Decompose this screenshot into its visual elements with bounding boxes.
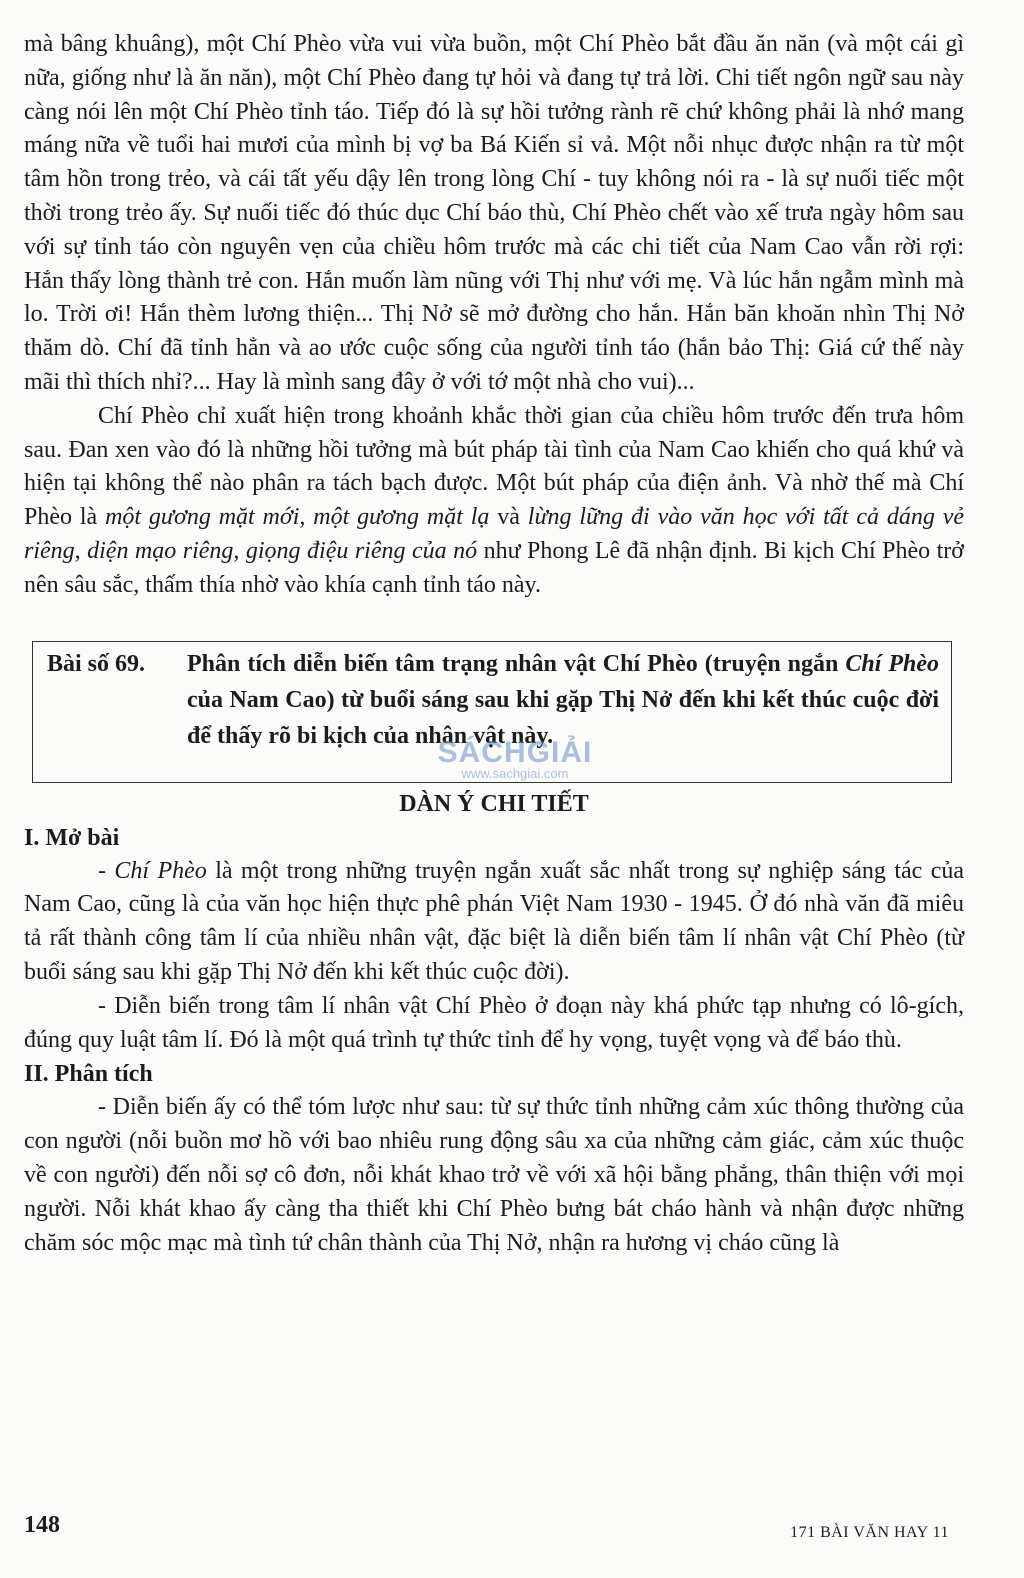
italic-quote-2: lừng lững đi vào văn học với tất cả dáng vẻ riêng, diện mạo riêng, giọng điệu riêng của nó	[24, 504, 965, 564]
paragraph-chi-pheo-time	[24, 400, 964, 603]
paragraph-text: là một trong những truyện ngắn xuất sắc nhất trong sự nghiệp sáng tác của Nam Cao, cũng là của văn học hiện thực phê phán Việt Nam 1930 - 1945. Ở đó nhà văn đã miêu tả rất thành công tâm lí của nhiều nhân vật, đặc biệt là diễn biến tâm lí nhân vật Chí Phèo (từ buổi sáng sau khi gặp Thị Nở đến khi kết thúc cuộc đời).	[24, 857, 965, 985]
section-title-analysis: II. Phân tích	[24, 1061, 153, 1088]
paragraph-continuation: mà bâng khuâng), một Chí Phèo vừa vui vừa buồn, một Chí Phèo bắt đầu ăn năn (và một cái gì nữa, giống như là ăn năn), một Chí Phèo đang tự hỏi và đang tự trả lời. Chi tiết ngôn ngữ sau này càng nói lên một Chí Phèo tỉnh táo. Tiếp đó là sự hồi tưởng rành rẽ chứ không phải là nhớ mang máng nữa về tuổi hai mươi của mình bị vợ ba Bá Kiến sỉ vả. Một nỗi nhục được nhận ra từ một tâm hồn trong trẻo, và cái tất yếu dậy lên trong lòng Chí - tuy không nói ra - là sự nuối tiếc một thời trong trẻo ấy. Sự nuối tiếc đó thúc dục Chí báo thù, Chí Phèo chết vào xế trưa ngày hôm sau với sự tỉnh táo còn nguyên vẹn của chiều hôm trước mà các chi tiết của Nam Cao vẫn rời rợi: Hắn thấy lòng thành trẻ con. Hắn muốn làm nũng với Thị như với mẹ. Và lúc hắn ngẫm mình mà lo. Trời ơi! Hắn thèm lương thiện... Thị Nở sẽ mở đường cho hắn. Hắn băn khoăn nhìn Thị Nở thăm dò. Chí đã tỉnh hẳn và ao ước cuộc sống của người tỉnh táo (hắn bảo Thị: Giá cứ thế này mãi thì thích nhỉ?... Hay là mình sang đây ở với tớ một nhà cho vui)...	[24, 31, 964, 395]
intro-paragraph-1	[24, 855, 964, 990]
exercise-prompt	[187, 646, 939, 782]
paragraph-text: Chí Phèo chỉ xuất hiện trong khoảnh khắc thời gian của chiều hôm trước đến trưa hôm sau. Đan xen vào đó là những hồi tưởng mà bút pháp tài tình của Nam Cao khiến cho quá khứ và hiện tại không thể nào phân ra tách bạch được. Một bút pháp của điện ảnh. Và nhờ thế mà Chí Phèo là	[24, 402, 964, 531]
page-content	[24, 28, 964, 1260]
exercise-text: Phân tích diễn biến tâm trạng nhân vật Chí Phèo (truyện ngắn	[187, 650, 846, 677]
exercise-number: Bài số 69.	[47, 650, 146, 677]
page-number: 148	[24, 1512, 60, 1538]
intro-paragraph-2: - Diễn biến trong tâm lí nhân vật Chí Phèo ở đoạn này khá phức tạp nhưng có lô-gích, đúng quy luật tâm lí. Đó là một quá trình tự thức tỉnh để hy vọng, tuyệt vọng và để báo thù.	[24, 992, 964, 1053]
watermark-url: www.sachgiai.com	[461, 766, 569, 781]
exercise-box	[32, 641, 952, 783]
section-title-intro: I. Mở bài	[24, 824, 120, 851]
analysis-paragraph-1: - Diễn biến ấy có thể tóm lược như sau: từ sự thức tỉnh những cảm xúc thông thường của con người (nỗi buồn mơ hồ với bao nhiêu rung động sâu xa của những cảm giác, cảm xúc thuộc về con người) đến nỗi sợ cô đơn, nỗi khát khao trở về với xã hội bằng phẳng, thân thiện với mọi người. Nỗi khát khao ấy càng tha thiết khi Chí Phèo bưng bát cháo hành và nhận được những chăm sóc mộc mạc mà tình tứ chân thành của Thị Nở, nhận ra hương vị cháo cũng là	[24, 1094, 964, 1256]
outline-heading: DÀN Ý CHI TIẾT	[399, 790, 589, 817]
exercise-title-italic: Chí Phèo	[845, 650, 939, 677]
paragraph-text: và	[489, 504, 528, 531]
italic-quote-1: một gương mặt mới, một gương mặt lạ	[105, 504, 490, 531]
exercise-text: của Nam Cao) từ buổi sáng sau khi gặp Thị Nở đến khi kết thúc cuộc đời để thấy rõ bi kịch của nhân vật này.	[187, 686, 939, 749]
book-title-footer: 171 BÀI VĂN HAY 11	[790, 1524, 949, 1541]
paragraph-text: như Phong Lê đã nhận định. Bi kịch Chí Phèo trở nên sâu sắc, thấm thía nhờ vào khía cạnh tỉnh táo này.	[24, 537, 964, 598]
work-title-italic: - Chí Phèo	[98, 857, 207, 884]
watermark-brand: SÁCHGIẢI	[437, 736, 593, 769]
